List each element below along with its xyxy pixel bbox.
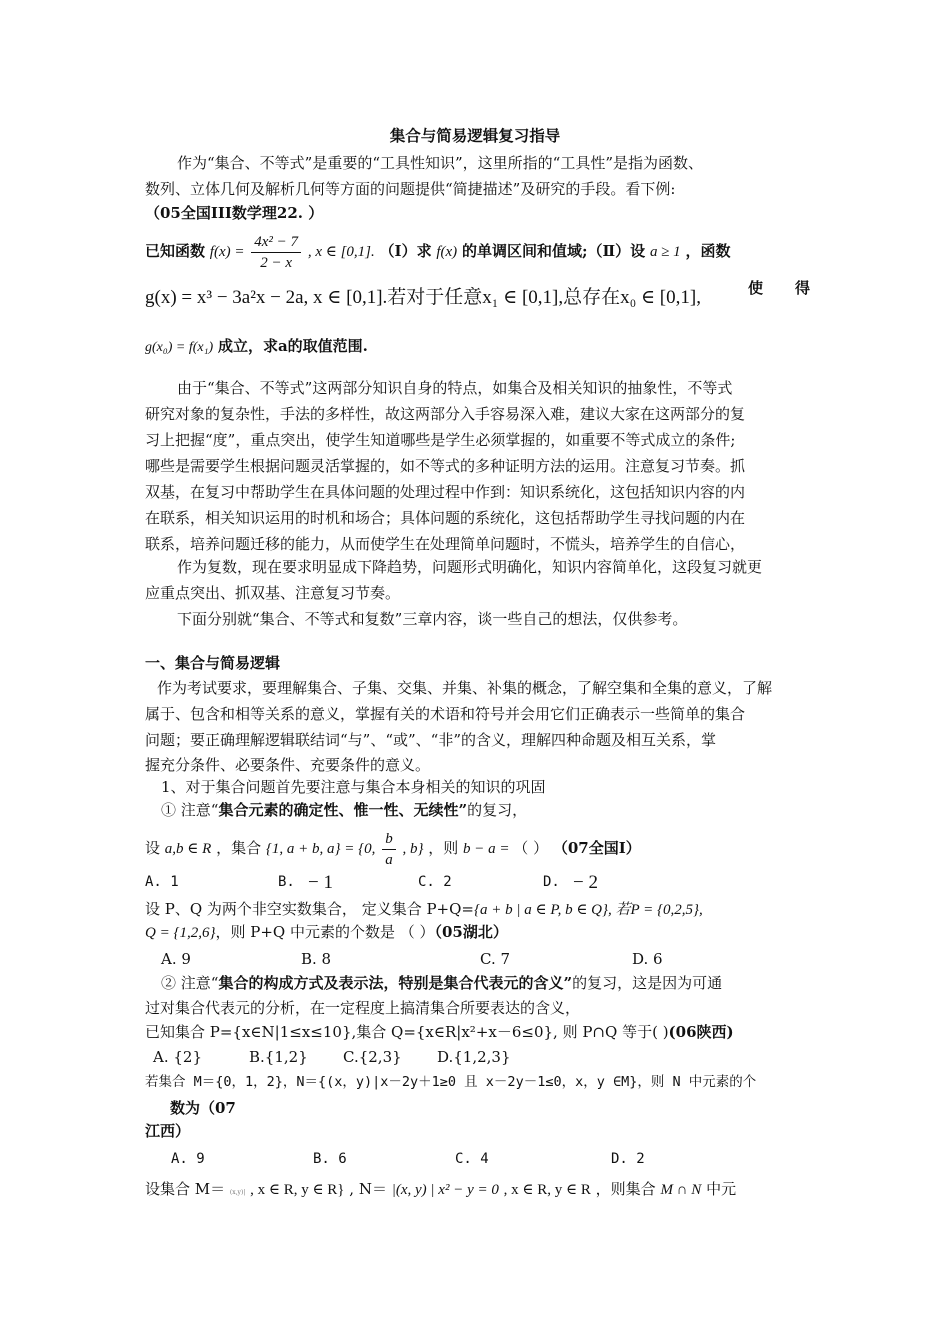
para2-line-5: 双基，在复习中帮助学生在具体问题的处理过程中作到：知识系统化，这包括知识内容的内 [145, 483, 746, 501]
question-4-line-3: 江西） [145, 1122, 191, 1140]
para4: 下面分别就“集合、不等式和复数”三章内容，谈一些自己的想法，仅供参考。 [177, 610, 688, 628]
q1-option-b-value: − 1 [308, 872, 333, 893]
function-f: f(x) = [209, 244, 245, 260]
shi-de [748, 277, 810, 299]
q1-mid: ，集合 [216, 839, 262, 857]
para2-line-6: 在联系，相关知识运用的时机和场合；具体问题的系统化，这包括帮助学生寻找问题的内在 [145, 509, 746, 527]
q3-option-a: A. {2} [153, 1048, 202, 1066]
q3-source: (06陕西) [668, 1023, 734, 1041]
question-1 [145, 826, 810, 870]
q1-frac-den: a [385, 851, 393, 868]
q4-option-a: A. 9 [171, 1151, 205, 1167]
q1-expr: b − a = [463, 841, 514, 857]
para2-line-1: 由于“集合、不等式”这两部分知识自身的特点，如集合及相关知识的抽象性，不等式 [177, 379, 733, 397]
section1-line-1: 作为考试要求，要理解集合、子集、交集、并集、补集的概念，了解空集和全集的意义，了解 [157, 679, 773, 697]
example-lead: 已知函数 [145, 242, 206, 260]
para3-line-2: 应重点突出、抓双基、注意复习节奏。 [145, 584, 401, 602]
q1-option-b: B. [278, 874, 295, 890]
q5-set-m: , x ∈ R, y ∈ R} [250, 1182, 345, 1198]
sub-point-1 [145, 799, 810, 821]
equation-g-f: g(x₀) = f(x₁) [145, 340, 214, 355]
example-line-3 [145, 335, 810, 359]
q4-option-b: B. 6 [313, 1151, 347, 1167]
para2-line-7: 联系，培养问题迁移的能力，从而使学生在处理简单问题时，不慌头，培养学生的自信心， [145, 535, 746, 553]
q1-source: （07全国Ⅰ） [552, 839, 641, 857]
q1-frac-num: b [382, 829, 396, 850]
section1-line-4: 握充分条件、必要条件、充要条件的意义。 [145, 756, 431, 774]
q5-post: ，则集合 [595, 1180, 656, 1198]
q5-set-n-domain: , x ∈ R, y ∈ R [503, 1182, 591, 1198]
q3-option-d: D.{1,2,3} [437, 1048, 511, 1066]
fraction-numerator: 4x² − 7 [251, 232, 301, 253]
q4-option-d: D. 2 [611, 1151, 645, 1167]
q2-option-b: B. 8 [301, 950, 332, 968]
q1-option-a: A. 1 [145, 874, 179, 890]
para2-line-2: 研究对象的复杂性，手法的多样性，故这两部分入手容易深入难，建议大家在这两部分的复 [145, 405, 746, 423]
q5-faint-text: (x,y)| [229, 1189, 246, 1196]
function-f-ref: f(x) [436, 244, 458, 260]
q1-paren: （ ） [513, 839, 549, 857]
part-2-label: ，函数 [685, 242, 731, 260]
a-condition: a ≥ 1 [649, 244, 681, 260]
function-f-fraction [251, 232, 301, 273]
sub2-bold: 集合的构成方式及表示法，特别是集合代表元的含义” [218, 974, 573, 992]
q1-fraction [382, 829, 396, 870]
section-1-heading: 一、集合与简易逻辑 [145, 654, 281, 672]
q2-option-d: D. 6 [632, 950, 663, 968]
question-3 [145, 1021, 810, 1043]
sub1-bold: 集合元素的确定性、惟一性、无续性” [218, 801, 468, 819]
q5-n-pre: , N＝ [349, 1180, 387, 1198]
q1-option-d-value: − 2 [573, 872, 598, 893]
example-tail: 成立，求a的取值范围. [217, 337, 368, 355]
q1-set-right: , b} [402, 841, 424, 857]
example-line-2 [145, 283, 810, 313]
q1-set-left: {1, a + b, a} = {0, [265, 841, 376, 857]
function-g: g(x) = x³ − 3a²x − 2a, x ∈ [0,1].若对于任意x₁ ∈ [0,1],总存在x₀ ∈ [0,1], [145, 287, 701, 308]
q1-option-d: D. [543, 874, 560, 890]
question-2-line-1 [145, 898, 810, 921]
q2-set-def: {a + b | a ∈ P, b ∈ Q}, 若P = {0,2,5}, [474, 902, 703, 918]
shi-char: 使 [748, 279, 764, 297]
q1-ask: ，则 [428, 839, 459, 857]
intro-line-2: 数列、立体几何及解析几何等方面的问题提供“简捷描述”及研究的手段。看下例: [145, 180, 676, 198]
q2-option-a: A. 9 [161, 950, 191, 968]
q5-set-n: |(x, y) | x² − y = 0 [391, 1182, 499, 1198]
q2-option-c: C. 7 [480, 950, 511, 968]
sub-point-2-line-1 [145, 972, 810, 994]
section1-line-3: 问题；要正确理解逻辑联结词“与”、“或”、“非”的含义，理解四种命题及相互关系，掌 [145, 731, 717, 749]
q5-end: 中元 [706, 1180, 737, 1198]
q3-option-b: B.{1,2} [249, 1048, 308, 1066]
example-line-1 [145, 228, 810, 274]
fraction-denominator: 2 − x [260, 254, 293, 271]
question-4-line-2: 数为（07 [170, 1099, 236, 1117]
point-1: 1、对于集合问题首先要注意与集合本身相关的知识的巩固 [161, 778, 546, 796]
page-title: 集合与简易逻辑复习指导 [389, 126, 561, 145]
q3-option-c: C.{2,3} [343, 1048, 402, 1066]
sub2-pre: ② 注意“ [161, 974, 219, 992]
question-4-line-1: 若集合 M＝{0，1，2}，N＝{(x，y)|x－2y＋1≥0 且 x－2y－1≤0，x，y ∈M}，则 N 中元素的个 [145, 1074, 757, 1090]
part-1-text: 的单调区间和值域;（Ⅱ）设 [461, 242, 646, 260]
de-char: 得 [794, 279, 810, 297]
question-5 [145, 1174, 810, 1204]
q5-pre: 设集合 M＝ [145, 1180, 226, 1198]
q3-text: 已知集合 P={x∈N|1≤x≤10},集合 Q={x∈R|x²+x－6≤0}, 则 P∩Q 等于( ) [145, 1023, 669, 1041]
q1-option-c: C. 2 [418, 874, 452, 890]
para2-line-4: 哪些是需要学生根据问题灵活掌握的，如不等式的多种证明方法的运用。注意复习节奏。抓 [145, 457, 746, 475]
function-domain: , x ∈ [0,1]. [307, 244, 375, 260]
q2-source: （05湖北） [434, 923, 508, 941]
para3-line-1: 作为复数，现在要求明显成下降趋势，问题形式明确化，知识内容简单化，这段复习就更 [177, 558, 763, 576]
q4-option-c: C. 4 [455, 1151, 489, 1167]
sub-point-2-line-2: 过对集合代表元的分析，在一定程度上搞清集合所要表达的含义， [145, 999, 581, 1017]
q2-set-q: Q = {1,2,6} [145, 925, 216, 941]
q5-intersection: M ∩ N [660, 1182, 702, 1198]
q2-text-b: ，则 P+Q 中元素的个数是 （ ） [215, 923, 435, 941]
sub2-post: 的复习，这是因为可通 [572, 974, 723, 992]
q2-text-a: 设 P、Q 为两个非空实数集合， 定义集合 P+Q= [145, 900, 474, 918]
example-source: （05全国III数学理22. ） [145, 204, 324, 222]
intro-line-1: 作为“集合、不等式”是重要的“工具性知识”，这里所指的“工具性”是指为函数、 [177, 154, 704, 172]
part-1-label: （Ⅰ）求 [379, 242, 432, 260]
q1-vars: a,b ∈ R [164, 841, 212, 857]
section1-line-2: 属于、包含和相等关系的意义，掌握有关的术语和符号并会用它们正确表示一些简单的集合 [145, 705, 746, 723]
q1-pre: 设 [145, 839, 161, 857]
question-2-line-2 [145, 921, 810, 944]
para2-line-3: 习上把握“度”，重点突出，使学生知道哪些是学生必须掌握的，如重要不等式成立的条件; [145, 431, 736, 449]
sub1-post: 的复习， [467, 801, 528, 819]
sub1-pre: ① 注意“ [161, 801, 219, 819]
